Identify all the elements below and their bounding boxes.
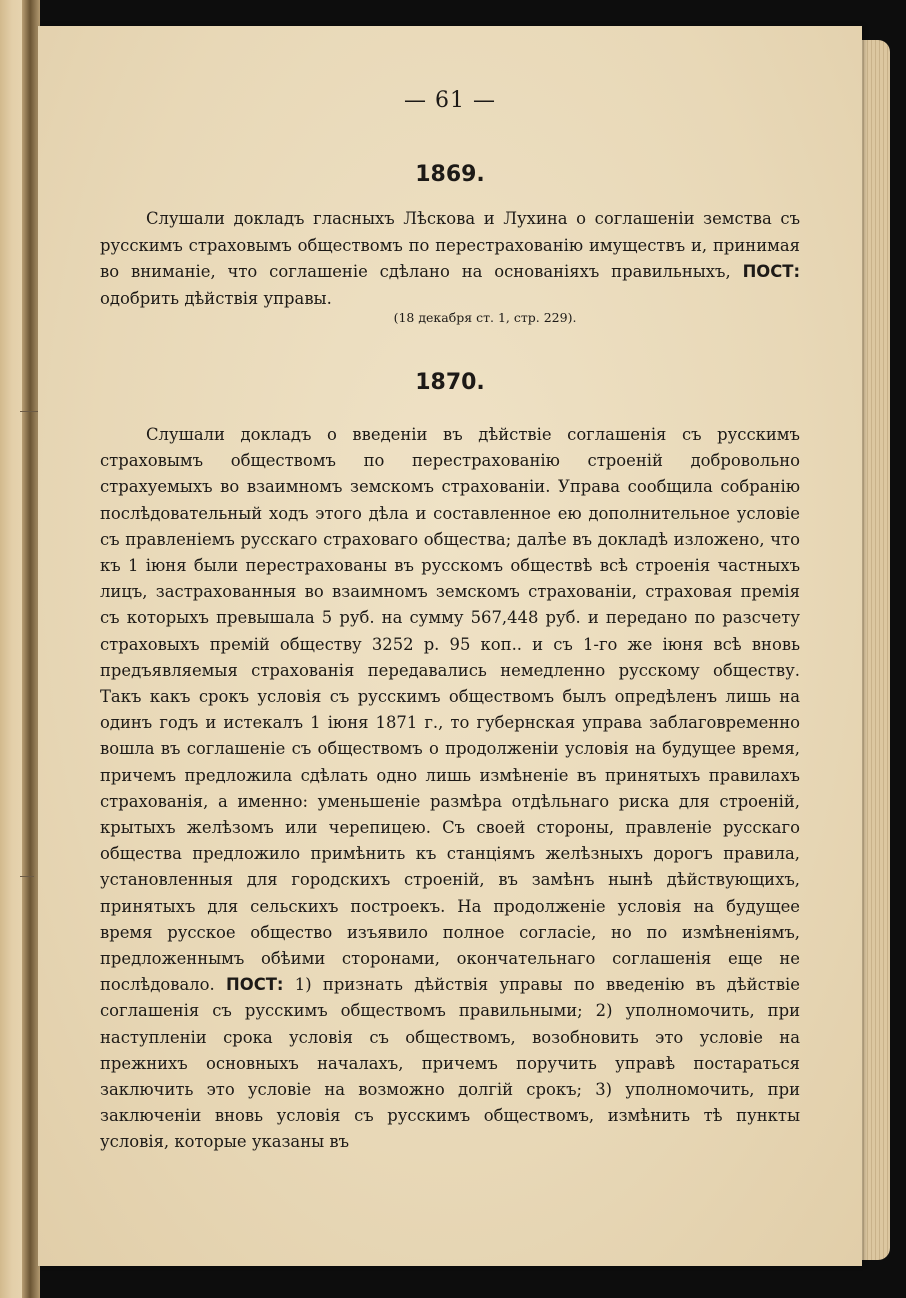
page-number: — 61 — — [404, 88, 496, 113]
paragraph-text: Слушали докладъ о введенiи въ дѣйствiе соглашенiя съ русскимъ страховымъ обществомъ по перестрахованiю строенiй добровольно страхуемыхъ во взаимномъ земскомъ страхованiи. Управа сообщила собранiю послѣдовательный ходъ этого дѣла и составленное ею дополнительное условiе съ правленiемъ русскаго страховаго общества; далѣе въ докладѣ изложено, что къ 1 iюня были перестрахованы въ русскомъ обществѣ всѣ строенiя частныхъ лицъ, застрахованныя во взаимномъ земскомъ страхованiи, страховая премiя съ которыхъ превышала 5 руб. на сумму 567,448 руб. и передано по разсчету страховыхъ премiй обществу 3252 р. 95 коп.. и съ 1-го же iюня всѣ вновь предъявляемыя страхованiя передавались немедленно русскому обществу. Такъ какъ срокъ условiя съ русскимъ обществомъ былъ опредѣленъ лишь на одинъ годъ и истекалъ 1 iюня 1871 г., то губернская управа заблаговременно вошла въ соглашенiе съ обществомъ о продолженiи условiя на будущее время, причемъ предложила сдѣлать одно лишь измѣненiе въ принятыхъ правилахъ страхованiя, а именно: уменьшенiе размѣра отдѣльнаго риска для строенiй, крытыхъ желѣзомъ или черепицею. Съ своей стороны, правленiе русскаго общества предложило примѣнить къ станцiямъ желѣзныхъ дорогъ правила, установленныя для городскихъ строенiй, въ замѣнъ нынѣ дѣйствующихъ, принятыхъ для сельскихъ построекъ. На продолженiе условiя на будущее время русское общество изъявило полное согласiе, но по измѣненiямъ, предложеннымъ обѣими сторонами, окончательнаго соглашенiя еще не послѣдовало. — [100, 425, 800, 995]
section-paragraph — [100, 206, 800, 312]
paragraph-text: Слушали докладъ гласныхъ Лѣскова и Лухина о соглашенiи земства съ русскимъ страховымъ обществомъ по перестрахованiю имуществъ и, принимая во вниманiе, что соглашенiе сдѣлано на основанiяхъ правильныхъ, — [100, 209, 800, 281]
reference-note: (18 декабря ст. 1, стр. 229). — [393, 310, 577, 325]
section-paragraph — [100, 422, 800, 1156]
book-page — [38, 26, 862, 1266]
paragraph-text: одобрить дѣйствiя управы. — [100, 288, 332, 308]
resolution-label: ПОСТ: — [226, 975, 284, 995]
section-year-heading: 1870. — [415, 370, 485, 395]
section-year-heading: 1869. — [415, 162, 485, 187]
paragraph-text: 1) признать дѣйствiя управы по введенiю въ дѣйствiе соглашенiя съ русскимъ обществомъ правильными; 2) уполномочить, при наступленiи срока условiя съ обществомъ, возобновить это условiе на прежнихъ основныхъ началахъ, причемъ поручить управѣ постараться заключить это условiе на возможно долгiй срокъ; 3) уполномочить, при заключенiи вновь условiя съ русскимъ обществомъ, измѣнить тѣ пункты условiя, которые указаны въ — [100, 975, 801, 1152]
page-stack-edge — [860, 40, 890, 1260]
margin-mark — [20, 411, 38, 412]
margin-mark — [20, 876, 34, 877]
resolution-label: ПОСТ: — [742, 262, 800, 281]
